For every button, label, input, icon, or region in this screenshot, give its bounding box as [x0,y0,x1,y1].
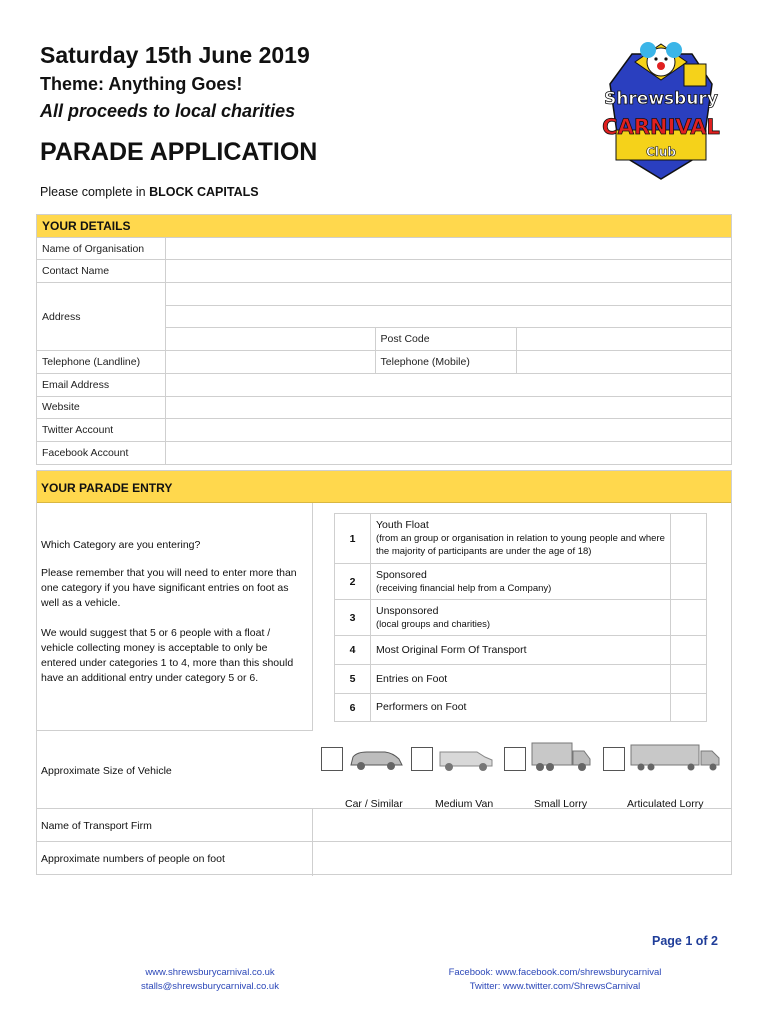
postcode-label: Post Code [375,328,517,351]
category-note-2: We would suggest that 5 or 6 people with a float / vehicle collecting money is acceptable to only be entered under categories 1 to 4, more than this should have an additional entry under category 5 or 6. [41,627,294,684]
address-line-3-field[interactable] [165,328,375,351]
instruction-text: Please complete in BLOCK CAPITALS [40,185,259,199]
category-number: 4 [335,636,371,665]
car-checkbox[interactable] [321,747,343,771]
category-6-checkbox[interactable] [671,694,707,722]
mobile-label: Telephone (Mobile) [375,351,517,374]
address-label: Address [37,283,166,351]
organisation-label: Name of Organisation [37,237,166,260]
footer-facebook-link[interactable]: Facebook: www.facebook.com/shrewsburycarnival [448,967,662,978]
category-note-1: Please remember that you will need to enter more than one category if you have significant entries on foot as well as a vehicle. [41,567,297,609]
svg-text:Club: Club [645,145,677,159]
category-question: Which Category are you entering? [41,539,201,551]
footer-email-link[interactable]: stalls@shrewsburycarnival.co.uk [141,981,279,992]
footer-twitter-link[interactable]: Twitter: www.twitter.com/ShrewsCarnival [469,981,641,992]
articulated-lorry-icon [629,743,724,773]
event-theme: Theme: Anything Goes! [40,74,243,94]
page-number: Page 1 of 2 [652,934,718,948]
category-description: (local groups and charities) [376,618,491,630]
category-number: 6 [335,694,371,722]
event-date: Saturday 15th June 2019 [40,42,310,68]
contact-field[interactable] [165,260,731,283]
twitter-label: Twitter Account [37,419,166,442]
articulated-lorry-label: Articulated Lorry [627,798,704,810]
category-1-checkbox[interactable] [671,514,707,564]
van-icon [437,747,495,773]
people-on-foot-label: Approximate numbers of people on foot [41,853,225,865]
entry-heading: YOUR PARADE ENTRY [37,471,731,503]
category-name: Most Original Form Of Transport [371,636,671,665]
facebook-label: Facebook Account [37,441,166,464]
small-lorry-checkbox[interactable] [504,747,526,771]
category-name: Unsponsored [376,604,439,617]
contact-label: Contact Name [37,260,166,283]
category-number: 2 [335,564,371,600]
organisation-field[interactable] [165,237,731,260]
category-name: Youth Float [376,519,429,531]
facebook-field[interactable] [165,441,731,464]
category-name: Performers on Foot [371,694,671,722]
svg-text:Shrewsbury: Shrewsbury [604,89,718,109]
mobile-field[interactable] [517,351,732,374]
address-line-1-field[interactable] [165,283,731,306]
address-line-2-field[interactable] [165,305,731,328]
articulated-lorry-checkbox[interactable] [603,747,625,771]
category-number: 1 [335,514,371,564]
category-3-checkbox[interactable] [671,600,707,636]
category-number: 3 [335,600,371,636]
landline-field[interactable] [165,351,375,374]
category-notes [37,503,313,731]
category-4-checkbox[interactable] [671,636,707,665]
category-2-checkbox[interactable] [671,564,707,600]
small-lorry-label: Small Lorry [534,798,588,810]
people-on-foot-row [37,842,731,875]
landline-label: Telephone (Landline) [37,351,166,374]
footer-left [110,966,310,994]
category-5-checkbox[interactable] [671,665,707,694]
svg-text:CARNIVAL: CARNIVAL [602,115,720,139]
transport-firm-label: Name of Transport Firm [41,820,152,832]
vehicle-size-label: Approximate Size of Vehicle [41,765,172,777]
parade-entry-section [36,470,732,875]
email-label: Email Address [37,373,166,396]
details-table [36,214,732,465]
medium-van-checkbox[interactable] [411,747,433,771]
email-field[interactable] [165,373,731,396]
category-name: Sponsored [376,568,427,581]
people-on-foot-field[interactable] [313,842,731,874]
twitter-field[interactable] [165,419,731,442]
details-heading: YOUR DETAILS [37,215,732,238]
medium-van-label: Medium Van [435,798,494,810]
postcode-field[interactable] [517,328,732,351]
category-description: (receiving financial help from a Company) [376,582,552,594]
category-name: Entries on Foot [371,665,671,694]
transport-firm-field[interactable] [313,809,731,841]
footer-right [420,966,690,994]
footer-website-link[interactable]: www.shrewsburycarnival.co.uk [145,967,275,978]
vehicle-size-row [37,731,731,809]
lorry-icon [530,741,592,773]
category-description: (from an group or organisation in relation to young people and where the majority of participants are under the age of 18) [376,533,665,557]
website-label: Website [37,396,166,419]
proceeds-note: All proceeds to local charities [40,101,296,121]
category-number: 5 [335,665,371,694]
car-icon [347,747,405,773]
transport-firm-row [37,809,731,842]
category-table [334,513,707,722]
carnival-logo [592,34,730,180]
car-label: Car / Similar [345,798,403,810]
website-field[interactable] [165,396,731,419]
page-title: PARADE APPLICATION [40,138,318,166]
